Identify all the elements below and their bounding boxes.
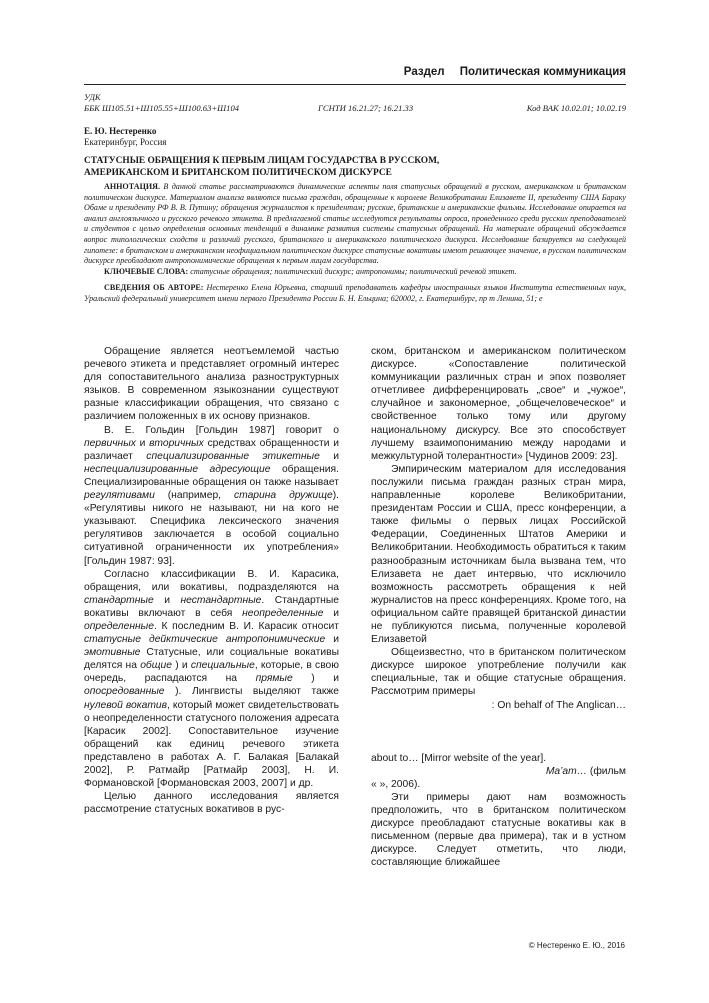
example-line [371,765,626,778]
section-title: Политическая коммуникация [459,66,626,78]
article-title [84,156,626,179]
abstract-text: В данной статье рассматриваются динамические аспекты поля статусных обращений в русском, американском и британском политическом дискурсе. Материалом анализа являются письма граждан, обращенные к королеве Великобритании Елизавете II, президенту США Бараку Обаме и президенту РФ В. В. Путину; обращения журналистов к президентам; русские, британские и американские фильмы. Исследование опирается на анализ англоязычного и русского речевого этикета. В предлагаемой статье исследуются результаты опроса, проведенного среди русских преподавателей и студентов с целью определения основных тенденций в динамике развития системы статусных обращений. На материале обращений обсуждается вопрос типологических сходств и различий русского, британского и американского политического дискурса. Исследование базируется на следующей гипотезе: в британском и американском неофициальном политическом дискурсе статусные вокативы имеют решающее значение, в русском политическом дискурсе преобладают антропонимические обращения к первым лицам государства. [84,182,626,266]
classification-codes [84,103,626,114]
abstract-label: АННОТАЦИЯ. [104,182,161,191]
example-gap [371,712,626,752]
section-label: Раздел [403,66,445,78]
body-paragraph: Обращение является неотъемлемой частью речевого этикета и представляет огромный интерес для сопоставительного анализа разноструктурных языков. В современном языкознании существуют разные классификации обращения, что связано с различием положенных в их основу признаков. [84,346,339,423]
body-paragraph: Эти примеры дают нам возможность предположить, что в британском политическом дискурсе преобладают статусные вокативы как в письменном (первые два примера), так и в устном дискурсе. Следует отметить, что люди, составляющие ближайшее [371,791,626,869]
text-run: ). Лингвисты выделяют также [164,686,339,698]
example-line: about to… [Mirror website of the year]. [371,752,547,764]
text-run: , которые, в свою очередь, распадаются на [84,660,339,685]
italic-term: статусные дейктические антропонимические [84,634,326,646]
author-name: Е. Ю. Нестеренко [84,126,157,136]
body-column-right [371,345,626,869]
keywords-text: статусные обращения; политический дискурс; антропонимы; политический речевой этикет. [190,266,517,276]
title-line-2: АМЕРИКАНСКОМ И БРИТАНСКОМ ПОЛИТИЧЕСКОМ ДИСКУРСЕ [84,167,392,178]
body-column-left [84,345,339,816]
author-city: Екатеринбург, Россия [84,137,167,147]
udk-label: УДК [84,92,101,102]
about-author-paragraph [84,283,626,304]
running-header [84,66,626,85]
italic-term: Ma’am… [545,765,588,777]
abstract-block [84,182,626,305]
text-run: и [323,607,339,619]
grnti-code: ГСНТИ 16.21.27; 16.21.33 [318,103,414,113]
about-author-text: Нестеренко Елена Юрьевна, старший преподаватель кафедры иностранных языков Института естественных наук, Уральский федеральный университет имени первого Президента России Б. Н. Ельцина; 620002, г. Екатеринбург, пр т Ленина, 51; e [84,283,626,303]
text-run: ) и [292,673,339,685]
text-run: ) и [171,660,191,672]
italic-term: опосредованные [84,686,165,698]
body-paragraph [84,568,339,791]
italic-term: неспециализированные адресующие [84,463,271,475]
italic-term: первичных [84,437,136,449]
italic-term: эмотивные [84,647,141,659]
keywords-paragraph [84,267,626,278]
text-run: средствах обращенности и различает [84,437,339,462]
text-run: обращения. Специализированные обращения он также называет [84,463,339,488]
text-run: (например, [154,490,234,502]
example-line: « », 2006). [371,778,421,790]
copyright-footer: © Нестеренко Е. Ю., 2016 [528,941,625,950]
body-paragraph: ском, британском и американском политическом дискурсе. «Сопоставление политической коммуникации различных стран и эпох позволяет отчетливее дифференцировать „свое“ и „чужое“, случайное и закономерное, „общечеловеческое“ и свойственное только тому или другому национальному дискурсу. Все это способствует лучшему взаимопониманию между народами и межкультурной толерантности» [Чудинов 2009: 23]. [371,346,626,462]
keywords-label: КЛЮЧЕВЫЕ СЛОВА: [104,266,189,276]
italic-term: общие [140,660,172,672]
text-run: . К последним В. И. Карасик относит [153,620,339,632]
italic-term: специальные [190,660,255,672]
text-run: и [325,634,339,646]
text-run: и [135,437,150,449]
italic-term: прямые [255,673,293,685]
italic-term: регулятивами [84,490,155,502]
abstract-paragraph [84,182,626,267]
author-block [84,126,626,148]
italic-term: неопределенные [242,607,324,619]
text-run: . Стандартные вокативы включают в себя [84,594,339,619]
title-line-1: СТАТУСНЫЕ ОБРАЩЕНИЯ К ПЕРВЫМ ЛИЦАМ ГОСУДАРСТВА В РУССКОМ, [84,156,440,166]
body-paragraph: Целью данного исследования является рассмотрение статусных вокативов в рус- [84,791,339,816]
text-run: Согласно классификации В. И. Карасика, обращения, или вокативы, подразделяются на [84,568,339,593]
text-run: (фильм [587,765,626,777]
text-run: и [319,450,339,462]
italic-term: вторичных [149,437,204,449]
text-run: , который может свидетельствовать о неопределенности статусного положения адресата [Карасик 2002]. Сопоставительное изучение обращений как единиц речевого этикета представлено в работах А. Г. Балакая [Балакай 2002], Р. Ратмайр [Ратмайр 2003], Н. И. Формановской [Формановская 2003, 2007] и др. [84,699,339,790]
vak-code: Код ВАК 10.02.01; 10.02.19 [526,103,626,113]
italic-term: нестандартные [180,594,262,606]
italic-term: нулевой вокатив [84,699,168,711]
body-paragraph: Общеизвестно, что в британском политическом дискурсе широкое употребление получили как специальные, так и общие статусные обращения. Рассмотрим примеры [371,647,626,698]
example-line: : On behalf of The Anglican… [491,699,626,711]
body-paragraph [84,424,339,568]
text-run: и [153,594,181,606]
text-run: Статусные, или социальные вокативы делятся на [84,647,339,672]
italic-term: стандартные [84,594,154,606]
italic-term: определенные [84,620,154,632]
italic-term: специализированные этикетные [146,450,320,462]
about-author-label: СВЕДЕНИЯ ОБ АВТОРЕ: [104,283,204,293]
text-run: В. Е. Гольдин [Гольдин 1987] говорит о [104,424,339,436]
body-paragraph: Эмпирическим материалом для исследования послужили письма граждан разных стран мира, направленные королеве Великобритании, президентам России и США, пресс конференции, а также фильмы о первых лицах Российской Федерации, Соединенных Штатов Америки и Великобритании. Необходимость обратиться к таким разнообразным источникам была вызвана тем, что Елизавета не дает интервью, что исключило возможность рассмотреть обращения к ней журналистов на пресс конференциях. Кроме того, на официальном сайте правящей британской династии не публикуются письма, полученные королевой Елизаветой [371,463,626,646]
italic-term: старина дружище [233,490,333,502]
bbk-code: ББК Ш105.51+Ш105.55+Ш100.63+Ш104 [84,103,240,113]
text-run: ). «Регулятивы никого не называют, ни на кого не указывают. Специфика лексического значения регулятивов заключается в особой социально ситуативной ограниченности их употребления» [Гольдин 1987: 93]. [84,490,340,567]
